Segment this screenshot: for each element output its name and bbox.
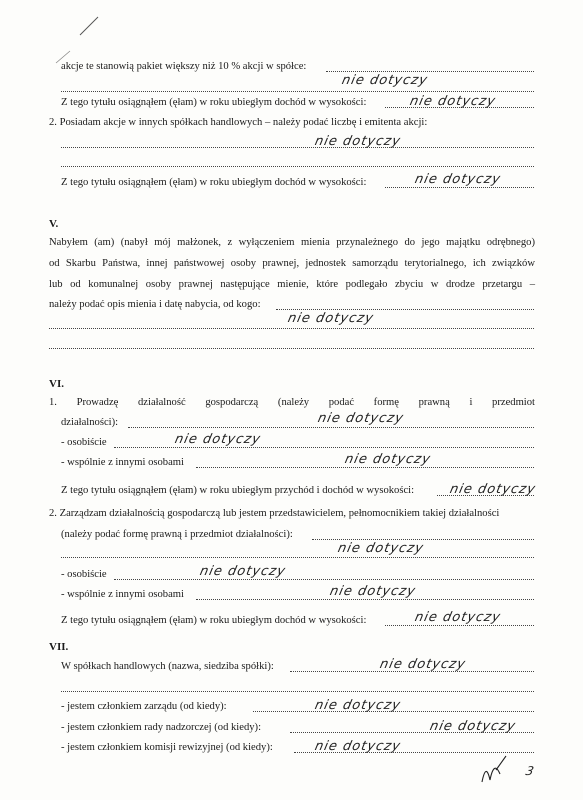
text-line: 2. Posiadam akcje w innych spółkach handlowych – należy podać liczbę i emitenta akcji:: [49, 117, 428, 128]
text-line: - osobiście: [61, 437, 107, 448]
text-line: należy podać opis mienia i datę nabycia, od kogo:: [49, 299, 261, 310]
handwritten-answer: nie dotyczy: [313, 134, 403, 149]
fill-line: [128, 427, 534, 428]
handwritten-answer: nie dotyczy: [313, 698, 403, 713]
section-heading: VI.: [49, 378, 64, 390]
handwritten-answer: nie dotyczy: [413, 172, 503, 187]
text-line: 2. Zarządzam działalnością gospodarczą lub jestem przedstawicielem, pełnomocnikiem takiej działalności: [49, 508, 500, 519]
handwritten-answer: nie dotyczy: [313, 739, 403, 754]
text-line: - jestem członkiem komisji rewizyjnej (od kiedy):: [61, 742, 273, 753]
text-line: Z tego tytułu osiągnąłem (ęłam) w roku ubiegłym przychód i dochód w wysokości:: [61, 485, 415, 496]
text-line: Z tego tytułu osiągnąłem (ęłam) w roku ubiegłym dochód w wysokości:: [61, 615, 367, 626]
fill-line: [276, 309, 534, 310]
fill-line: [196, 599, 534, 600]
fill-line: [61, 691, 534, 692]
fill-line: [114, 579, 534, 580]
fill-line: [385, 625, 534, 626]
handwritten-answer: nie dotyczy: [286, 311, 376, 326]
fill-line: [61, 557, 534, 558]
fill-line: [49, 328, 534, 329]
handwritten-answer: nie dotyczy: [198, 564, 288, 579]
fill-line: [114, 447, 534, 448]
handwritten-answer: nie dotyczy: [408, 94, 498, 109]
handwritten-answer: nie dotyczy: [173, 432, 263, 447]
text-line: - jestem członkiem zarządu (od kiedy):: [61, 701, 227, 712]
fill-line: [61, 91, 534, 92]
fill-line: [61, 147, 534, 148]
section-heading: V.: [49, 218, 59, 230]
fill-line: [196, 467, 534, 468]
handwritten-answer: nie dotyczy: [413, 610, 503, 625]
handwritten-answer: nie dotyczy: [336, 541, 426, 556]
handwritten-answer: nie dotyczy: [428, 719, 518, 734]
text-line: Z tego tytułu osiągnąłem (ęłam) w roku ubiegłym dochód w wysokości:: [61, 177, 367, 188]
fill-line: [326, 71, 534, 72]
text-line: - wspólnie z innymi osobami: [61, 589, 184, 600]
handwritten-answer: nie dotyczy: [316, 411, 406, 426]
paragraph-line: lub od komunalnej osoby prawnej następujące mienie, które podlegało zbyciu w drodze przetargu –: [49, 279, 535, 290]
initials-signature: [476, 752, 516, 792]
fill-line: [61, 166, 534, 167]
text-line: - jestem członkiem rady nadzorczej (od kiedy):: [61, 722, 262, 733]
paragraph-line: od Skarbu Państwa, innej państwowej osoby prawnej, jednostek samorządu terytorialnego, ich związków: [49, 258, 535, 269]
handwritten-answer: nie dotyczy: [448, 482, 538, 497]
text-line: działalności):: [61, 417, 119, 428]
section-heading: VII.: [49, 641, 69, 653]
handwritten-answer: nie dotyczy: [378, 657, 468, 672]
fill-line: [385, 187, 534, 188]
text-line: Z tego tytułu osiągnąłem (ęłam) w roku ubiegłym dochód w wysokości:: [61, 97, 367, 108]
handwritten-answer: nie dotyczy: [343, 452, 433, 467]
text-line: W spółkach handlowych (nazwa, siedziba spółki):: [61, 661, 274, 672]
text-line: akcje te stanowią pakiet większy niż 10 % akcji w spółce:: [61, 61, 307, 72]
fill-line: [312, 539, 534, 540]
text-line: - osobiście: [61, 569, 107, 580]
handwritten-answer: nie dotyczy: [328, 584, 418, 599]
paragraph-line: 1. Prowadzę działalność gospodarczą (należy podać formę prawną i przedmiot: [49, 397, 535, 408]
paragraph-line: Nabyłem (am) (nabył mój małżonek, z wyłączeniem mienia przynależnego do jego majątku odrębnego): [49, 237, 535, 248]
text-line: (należy podać formę prawną i przedmiot działalności):: [61, 529, 293, 540]
fill-line: [49, 348, 534, 349]
handwritten-answer: nie dotyczy: [340, 73, 430, 88]
page-number-mark: 3: [524, 764, 537, 778]
text-line: - wspólnie z innymi osobami: [61, 457, 184, 468]
